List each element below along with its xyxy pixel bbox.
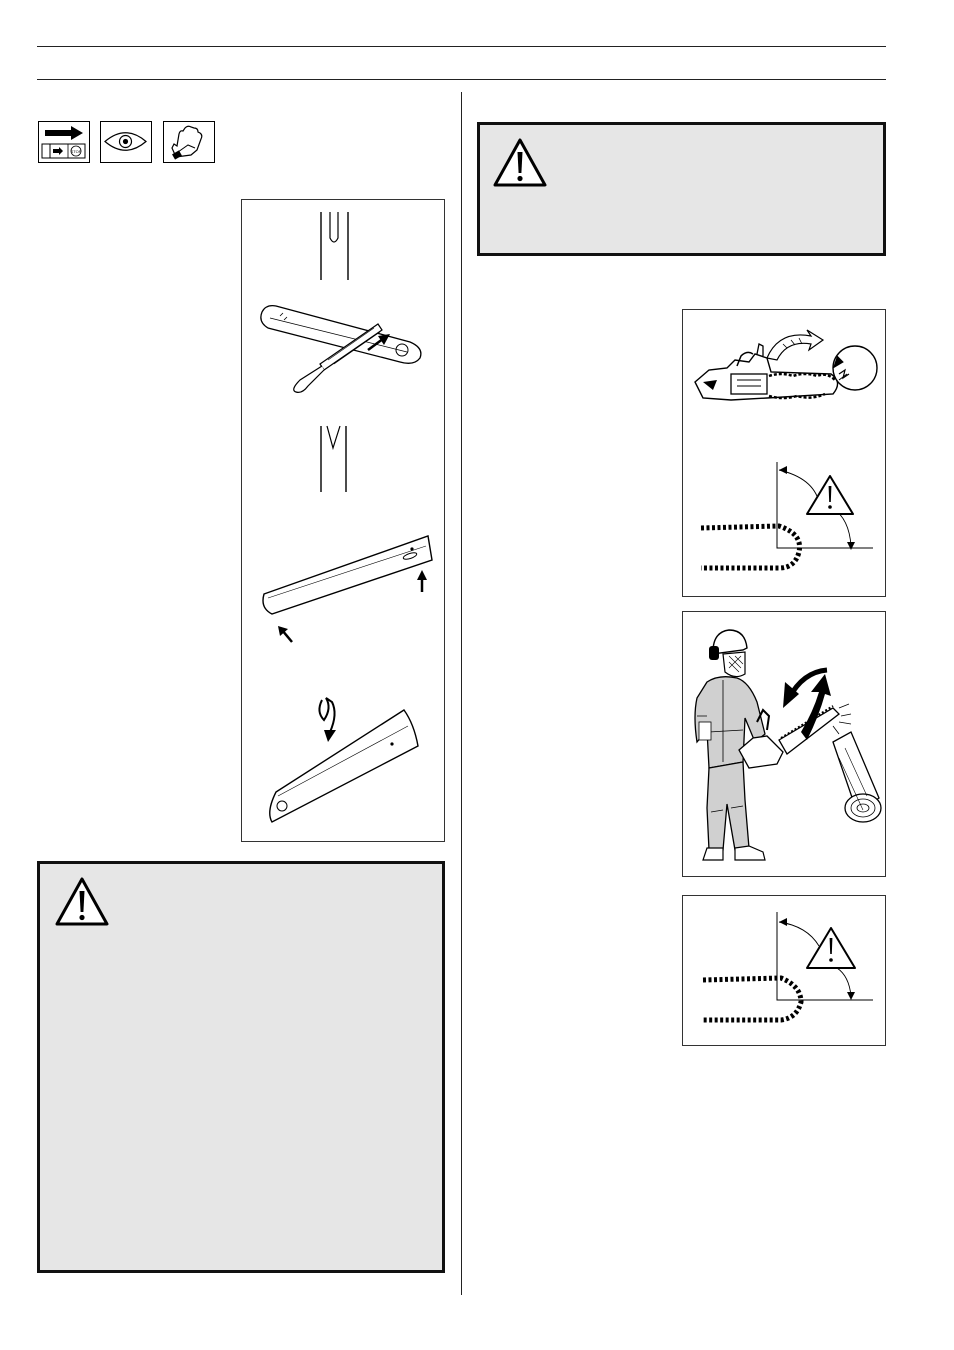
warning-triangle-icon — [492, 137, 548, 189]
bar-groove-new-icon — [321, 426, 346, 492]
header-rule-bottom — [37, 79, 886, 80]
warning-box-right-top — [477, 122, 886, 256]
stop-switch-arrow-icon — [38, 121, 90, 163]
header-rule-top — [37, 46, 886, 47]
column-divider — [461, 92, 462, 1295]
reduced-kickback-figure — [682, 895, 886, 1046]
kickback-saw-icon — [695, 330, 877, 400]
eye-protection-icon — [100, 121, 152, 163]
kickback-zone-chain-icon — [701, 462, 873, 568]
bar-turn-over-icon — [270, 698, 418, 822]
warning-triangle-icon — [54, 876, 110, 928]
reduced-kickback-chain-icon — [683, 896, 885, 1045]
bar-lubrication-holes-icon — [263, 536, 432, 642]
operator-kickback-figure — [682, 611, 886, 877]
bar-maintenance-figure — [241, 199, 445, 842]
stop-label: STOP — [70, 149, 82, 154]
bar-rail-file-icon — [261, 306, 421, 393]
warning-box-left-bottom — [37, 861, 445, 1273]
kickback-figure — [682, 309, 886, 597]
protective-glove-icon — [163, 121, 215, 163]
operator-kickback-icon — [683, 612, 885, 876]
bar-groove-worn-icon — [321, 212, 348, 280]
